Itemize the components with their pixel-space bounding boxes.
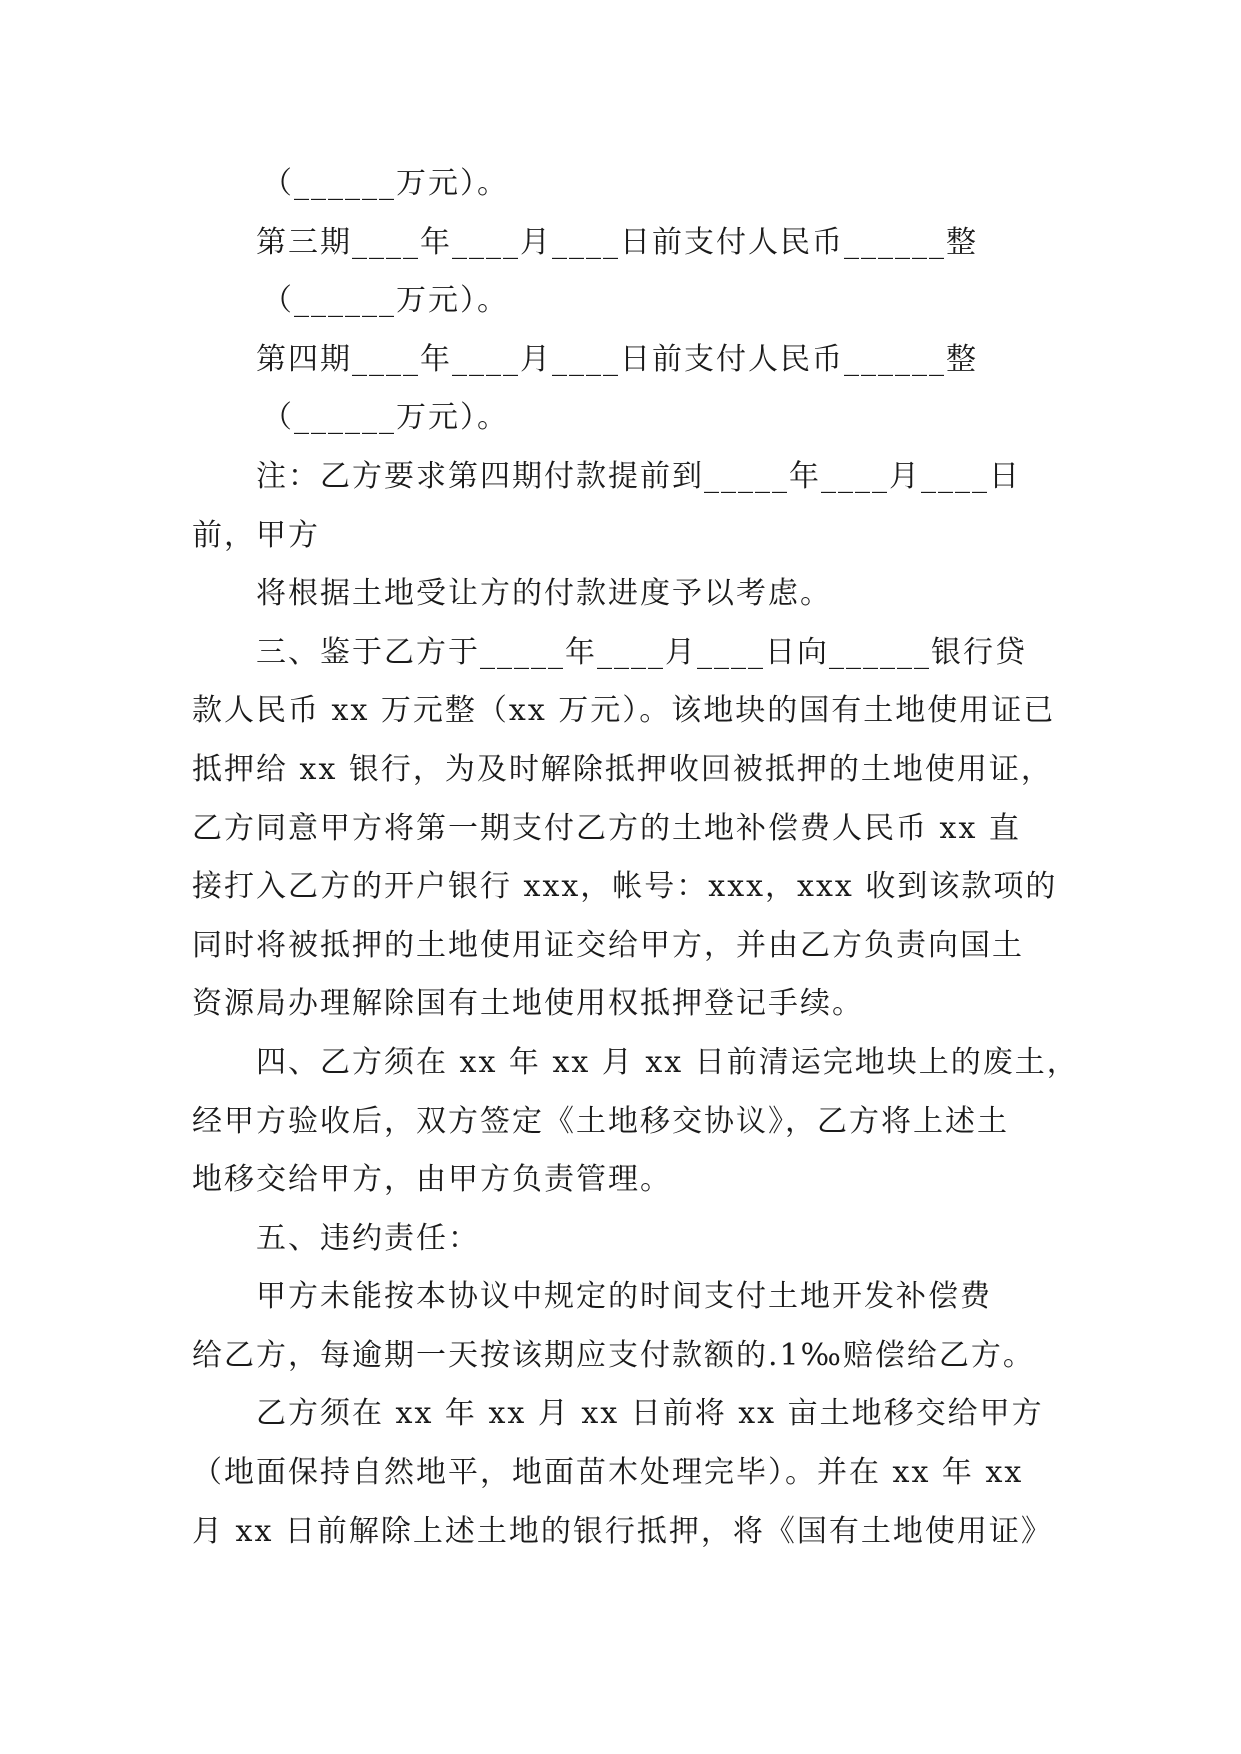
text-line: 五、违约责任： [256,1220,480,1256]
text-line: （______万元）。 [262,166,509,201]
text-line: 前，甲方 [192,517,320,553]
text-line: 将根据土地受让方的付款进度予以考虑。 [256,576,832,612]
text-line: 第三期____年____月____日前支付人民币______整 [256,224,978,260]
text-line: 第四期____年____月____日前支付人民币______整 [256,341,978,377]
text-line: 款人民币 xx 万元整（xx 万元）。该地块的国有土地使用证已 [192,693,1056,729]
text-line: 抵押给 xx 银行，为及时解除抵押收回被抵押的土地使用证， [192,751,1053,787]
document-body [192,155,1079,1561]
text-line: 甲方未能按本协议中规定的时间支付土地开发补偿费 [256,1279,992,1315]
text-line: 同时将被抵押的土地使用证交给甲方，并由乙方负责向国土 [192,927,1024,963]
text-line: 地移交给甲方，由甲方负责管理。 [192,1162,672,1198]
text-line: 乙方须在 xx 年 xx 月 xx 日前将 xx 亩土地移交给甲方 [256,1396,1044,1432]
text-line: 月 xx 日前解除上述土地的银行抵押，将《国有土地使用证》 [192,1513,1053,1549]
text-line: 四、乙方须在 xx 年 xx 月 xx 日前清运完地块上的废土， [256,1044,1079,1080]
text-line: 给乙方，每逾期一天按该期应支付款额的.1‰赔偿给乙方。 [192,1337,1035,1373]
text-line: 经甲方验收后，双方签定《土地移交协议》，乙方将上述土 [192,1103,1009,1139]
text-line: 注：乙方要求第四期付款提前到_____年____月____日 [256,458,1021,494]
text-line: （地面保持自然地平，地面苗木处理完毕）。并在 xx 年 xx [192,1455,1024,1491]
text-line: （______万元）。 [262,283,509,319]
text-line: 接打入乙方的开户银行 xxx，帐号：xxx，xxx 收到该款项的 [192,869,1058,905]
text-line: 资源局办理解除国有土地使用权抵押登记手续。 [192,986,864,1022]
text-line: （______万元）。 [262,400,509,436]
text-line: 乙方同意甲方将第一期支付乙方的土地补偿费人民币 xx 直 [192,810,1021,846]
text-line: 三、鉴于乙方于_____年____月____日向______银行贷 [256,634,1027,670]
